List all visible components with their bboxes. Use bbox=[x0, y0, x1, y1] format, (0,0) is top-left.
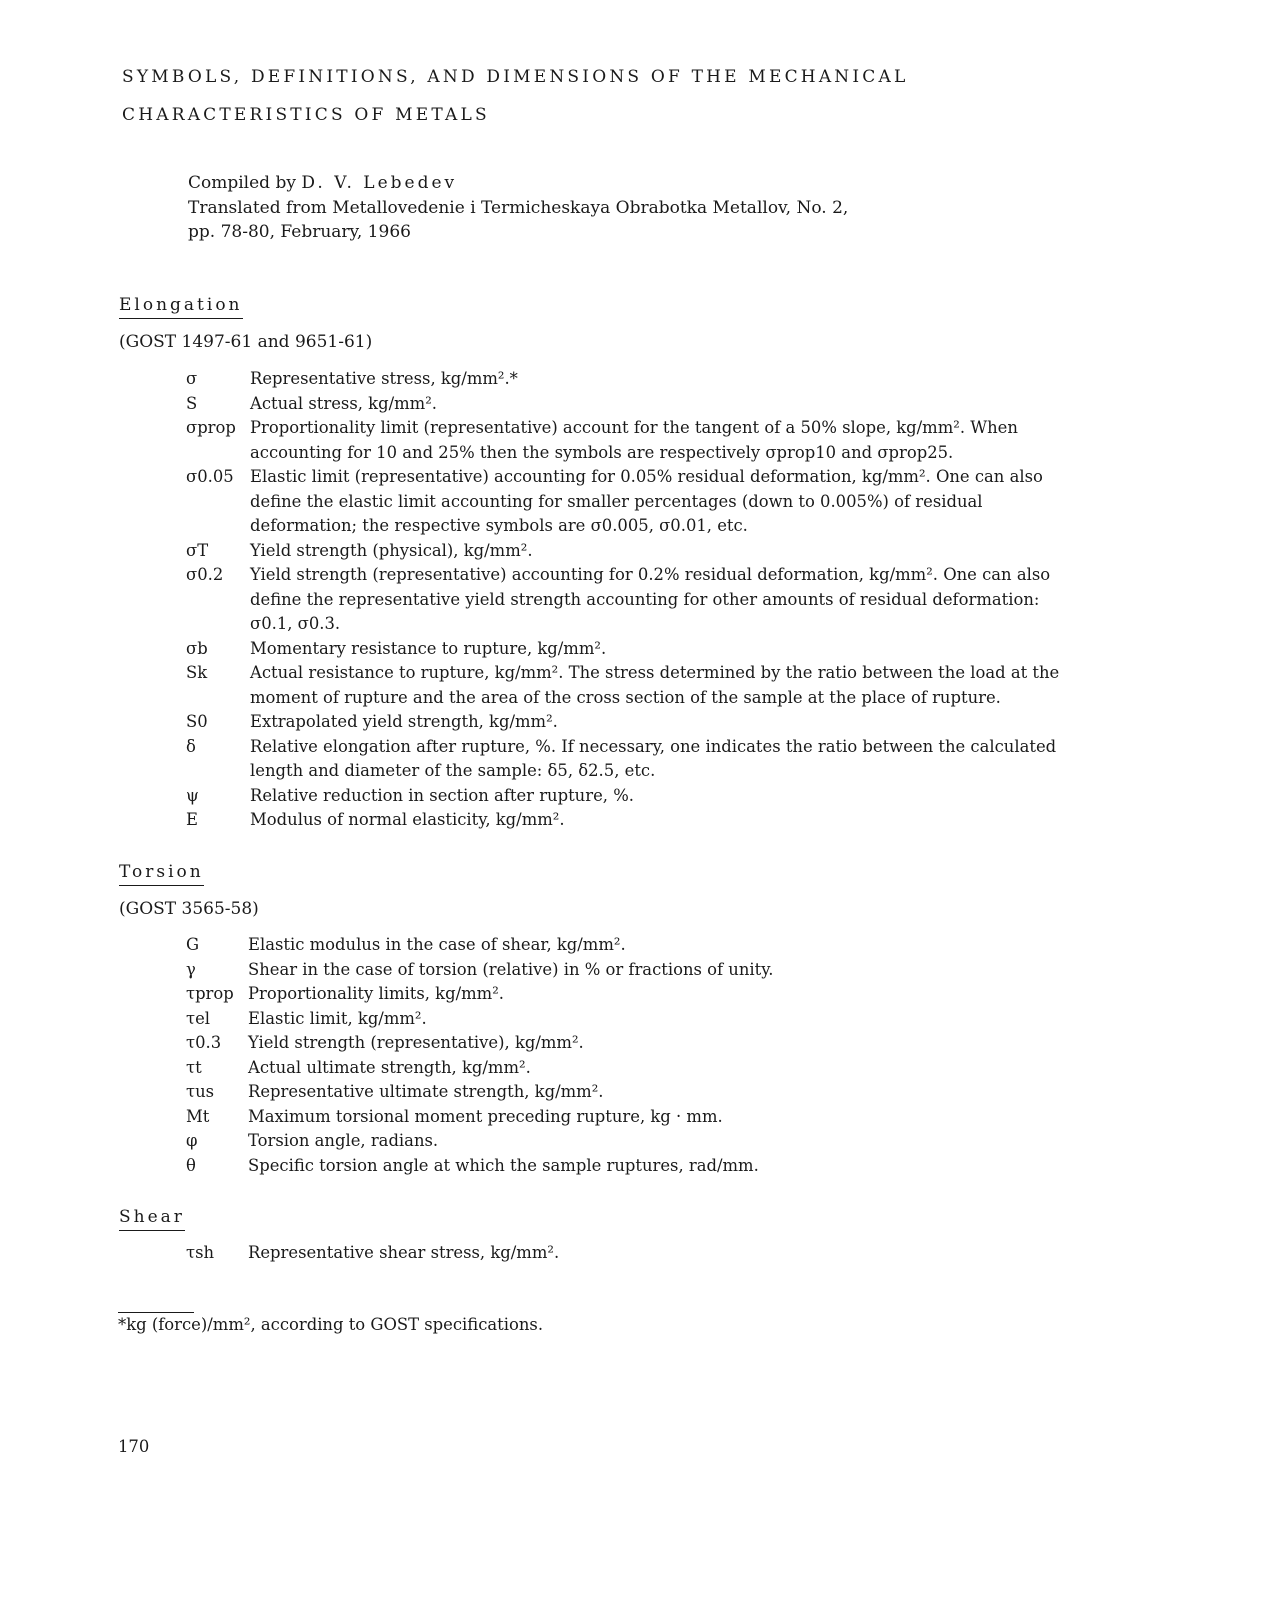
definition-text: Maximum torsional moment preceding rupture, kg · mm. bbox=[248, 1106, 723, 1126]
definition-text: Elastic modulus in the case of shear, kg/mm². bbox=[248, 935, 626, 954]
definition-text: Representative shear stress, kg/mm². bbox=[248, 1243, 560, 1262]
definition-row bbox=[186, 710, 1076, 735]
definition-text: Actual stress, kg/mm². bbox=[250, 393, 437, 413]
translated-from-line-2: pp. 78-80, February, 1966 bbox=[188, 222, 411, 242]
footnote-rule bbox=[118, 1312, 194, 1313]
definition-text: Elastic limit (representative) accounting for 0.05% residual deformation, kg/mm². One can also define the elastic limit accounting for smaller percentages (down to 0.005%) of residual deformation; the respective symbols are σ0.005, σ0.01, etc. bbox=[250, 467, 1043, 535]
definition-text: Yield strength (physical), kg/mm². bbox=[250, 540, 533, 560]
section-heading-shear: Shear bbox=[119, 1206, 185, 1231]
footnote: *kg (force)/mm², according to GOST specifications. bbox=[118, 1315, 544, 1334]
definition-row bbox=[186, 1241, 1076, 1266]
definition-symbol: τprop bbox=[186, 984, 234, 1003]
definition-symbol: σ0.2 bbox=[186, 565, 224, 584]
definitions-list-torsion bbox=[186, 933, 1076, 1178]
definition-text: Proportionality limit (representative) account for the tangent of a 50% slope, kg/mm². When accounting for 10 and 25% then the symbols are respectively σprop10 and σprop25. bbox=[250, 418, 1018, 462]
definition-text: Relative reduction in section after rupture, %. bbox=[250, 785, 634, 805]
definition-symbol: Sk bbox=[186, 663, 208, 682]
definition-symbol: S bbox=[186, 393, 198, 413]
definition-row bbox=[186, 735, 1076, 784]
definition-symbol: γ bbox=[186, 959, 196, 979]
definition-symbol: Mt bbox=[186, 1106, 210, 1126]
definition-row bbox=[186, 808, 1076, 833]
definition-row bbox=[186, 1105, 1076, 1130]
author-name: D. V. Lebedev bbox=[301, 173, 458, 193]
definition-symbol: ψ bbox=[186, 785, 199, 805]
definition-symbol: σ0.05 bbox=[186, 467, 234, 486]
definition-symbol: τ0.3 bbox=[186, 1033, 222, 1052]
definition-symbol: δ bbox=[186, 736, 196, 756]
definition-text: Shear in the case of torsion (relative) in % or fractions of unity. bbox=[248, 959, 774, 979]
definition-text: Yield strength (representative), kg/mm². bbox=[248, 1033, 584, 1052]
definition-symbol: E bbox=[186, 810, 198, 829]
definition-text: Elastic limit, kg/mm². bbox=[248, 1008, 427, 1028]
section-heading-elongation: Elongation bbox=[119, 294, 243, 319]
definition-text: Specific torsion angle at which the sample ruptures, rad/mm. bbox=[248, 1155, 759, 1175]
translated-from-line-1: Translated from Metallovedenie i Termicheskaya Obrabotka Metallov, No. 2, bbox=[188, 197, 849, 218]
definition-row bbox=[186, 539, 1076, 564]
definition-row bbox=[186, 465, 1076, 539]
definition-text: Actual ultimate strength, kg/mm². bbox=[248, 1057, 531, 1077]
publication-meta bbox=[188, 171, 848, 245]
definition-symbol: G bbox=[186, 935, 200, 954]
definition-row bbox=[186, 1080, 1076, 1105]
definition-symbol: σb bbox=[186, 638, 208, 658]
definition-symbol: τt bbox=[186, 1057, 202, 1077]
definition-row bbox=[186, 933, 1076, 958]
definition-text: Representative stress, kg/mm².* bbox=[250, 369, 518, 388]
definitions-list-shear bbox=[186, 1241, 1076, 1266]
definition-row bbox=[186, 958, 1076, 983]
definition-row bbox=[186, 1154, 1076, 1179]
definition-text: Modulus of normal elasticity, kg/mm². bbox=[250, 810, 565, 829]
definition-row bbox=[186, 1031, 1076, 1056]
definitions-list-elongation bbox=[186, 367, 1076, 833]
definition-row bbox=[186, 1056, 1076, 1081]
document-title-line-1: SYMBOLS, DEFINITIONS, AND DIMENSIONS OF THE MECHANICAL bbox=[122, 67, 909, 87]
definition-row bbox=[186, 1007, 1076, 1032]
definition-symbol: σ bbox=[186, 369, 198, 388]
definition-text: Yield strength (representative) accounting for 0.2% residual deformation, kg/mm². One can also define the representative yield strength accounting for other amounts of residual deformation: σ0.1, σ0.3. bbox=[250, 565, 1051, 633]
definition-symbol: τel bbox=[186, 1008, 211, 1028]
definition-row bbox=[186, 784, 1076, 809]
section-heading-torsion: Torsion bbox=[119, 861, 204, 886]
page-number: 170 bbox=[118, 1437, 150, 1456]
definition-row bbox=[186, 367, 1076, 392]
definition-row bbox=[186, 982, 1076, 1007]
compiled-by-line bbox=[188, 171, 848, 196]
standard-reference-elongation: (GOST 1497-61 and 9651-61) bbox=[119, 332, 373, 352]
standard-reference-torsion: (GOST 3565-58) bbox=[119, 899, 259, 919]
definition-row bbox=[186, 661, 1076, 710]
definition-symbol: σprop bbox=[186, 418, 236, 437]
definition-row bbox=[186, 416, 1076, 465]
definition-symbol: S0 bbox=[186, 712, 208, 731]
compiled-by-prefix: Compiled by bbox=[188, 173, 296, 193]
definition-symbol: τsh bbox=[186, 1243, 215, 1262]
definition-symbol: θ bbox=[186, 1155, 196, 1175]
definition-symbol: φ bbox=[186, 1131, 198, 1150]
definition-text: Actual resistance to rupture, kg/mm². The stress determined by the ratio between the load at the moment of rupture and the area of the cross section of the sample at the place of rupture. bbox=[250, 663, 1060, 707]
definition-text: Proportionality limits, kg/mm². bbox=[248, 984, 504, 1003]
definition-row bbox=[186, 563, 1076, 637]
definition-symbol: τus bbox=[186, 1082, 215, 1101]
definition-text: Momentary resistance to rupture, kg/mm². bbox=[250, 638, 607, 658]
definition-text: Relative elongation after rupture, %. If necessary, one indicates the ratio between the calculated length and diameter of the sample: δ5, δ2.5, etc. bbox=[250, 736, 1057, 780]
definition-symbol: σT bbox=[186, 540, 209, 560]
definition-row bbox=[186, 392, 1076, 417]
definition-row bbox=[186, 637, 1076, 662]
definition-text: Extrapolated yield strength, kg/mm². bbox=[250, 712, 558, 731]
definition-text: Representative ultimate strength, kg/mm². bbox=[248, 1082, 604, 1101]
definition-text: Torsion angle, radians. bbox=[248, 1131, 439, 1150]
document-title-line-2: CHARACTERISTICS OF METALS bbox=[122, 105, 490, 125]
definition-row bbox=[186, 1129, 1076, 1154]
